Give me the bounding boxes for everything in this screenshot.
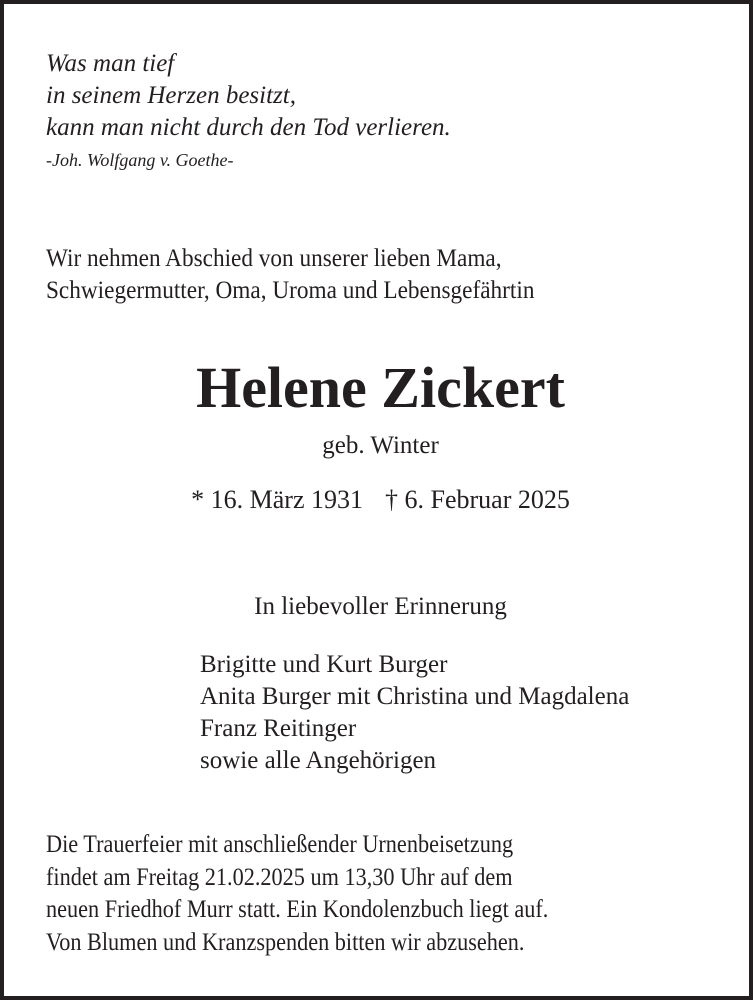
- notice-line: findet am Freitag 21.02.2025 um 13,30 Uhr auf dem: [46, 863, 513, 891]
- notice-line: Von Blumen und Kranzspenden bitten wir abzusehen.: [46, 928, 525, 956]
- birth-star-icon: *: [191, 485, 205, 514]
- notice-line: Die Trauerfeier mit anschließender Urnenbeisetzung: [46, 831, 514, 858]
- intro-line: Schwiegermutter, Oma, Uroma und Lebensgefährtin: [46, 277, 535, 304]
- notice-line: neuen Friedhof Murr statt. Ein Kondolenzbuch liegt auf.: [46, 896, 549, 923]
- quote-line: in seinem Herzen besitzt,: [46, 82, 296, 109]
- life-dates: [4, 485, 753, 515]
- quote-line: kann man nicht durch den Tod verlieren.: [46, 114, 451, 141]
- quote-line: Was man tief: [46, 50, 175, 77]
- memorial-heading: In liebevoller Erinnerung: [254, 593, 507, 620]
- birth-name: geb. Winter: [322, 432, 439, 459]
- quote-block: [46, 48, 451, 144]
- quote-attribution: -Joh. Wolfgang v. Goethe-: [46, 150, 234, 170]
- mourner: sowie alle Angehörigen: [200, 747, 437, 774]
- intro-line: Wir nehmen Abschied von unserer lieben Mama,: [46, 245, 502, 272]
- mourner: Franz Reitinger: [200, 715, 357, 742]
- deceased-name: Helene Zickert: [196, 355, 565, 420]
- death-cross-icon: †: [385, 485, 398, 514]
- mourners-list: [200, 649, 629, 777]
- mourner: Anita Burger mit Christina und Magdalena: [200, 683, 630, 710]
- birth-date: 16. März 1931: [210, 485, 363, 514]
- funeral-notice: [46, 829, 548, 959]
- mourner: Brigitte und Kurt Burger: [200, 651, 448, 678]
- death-date: 6. Februar 2025: [404, 485, 570, 514]
- intro-text: [46, 243, 534, 307]
